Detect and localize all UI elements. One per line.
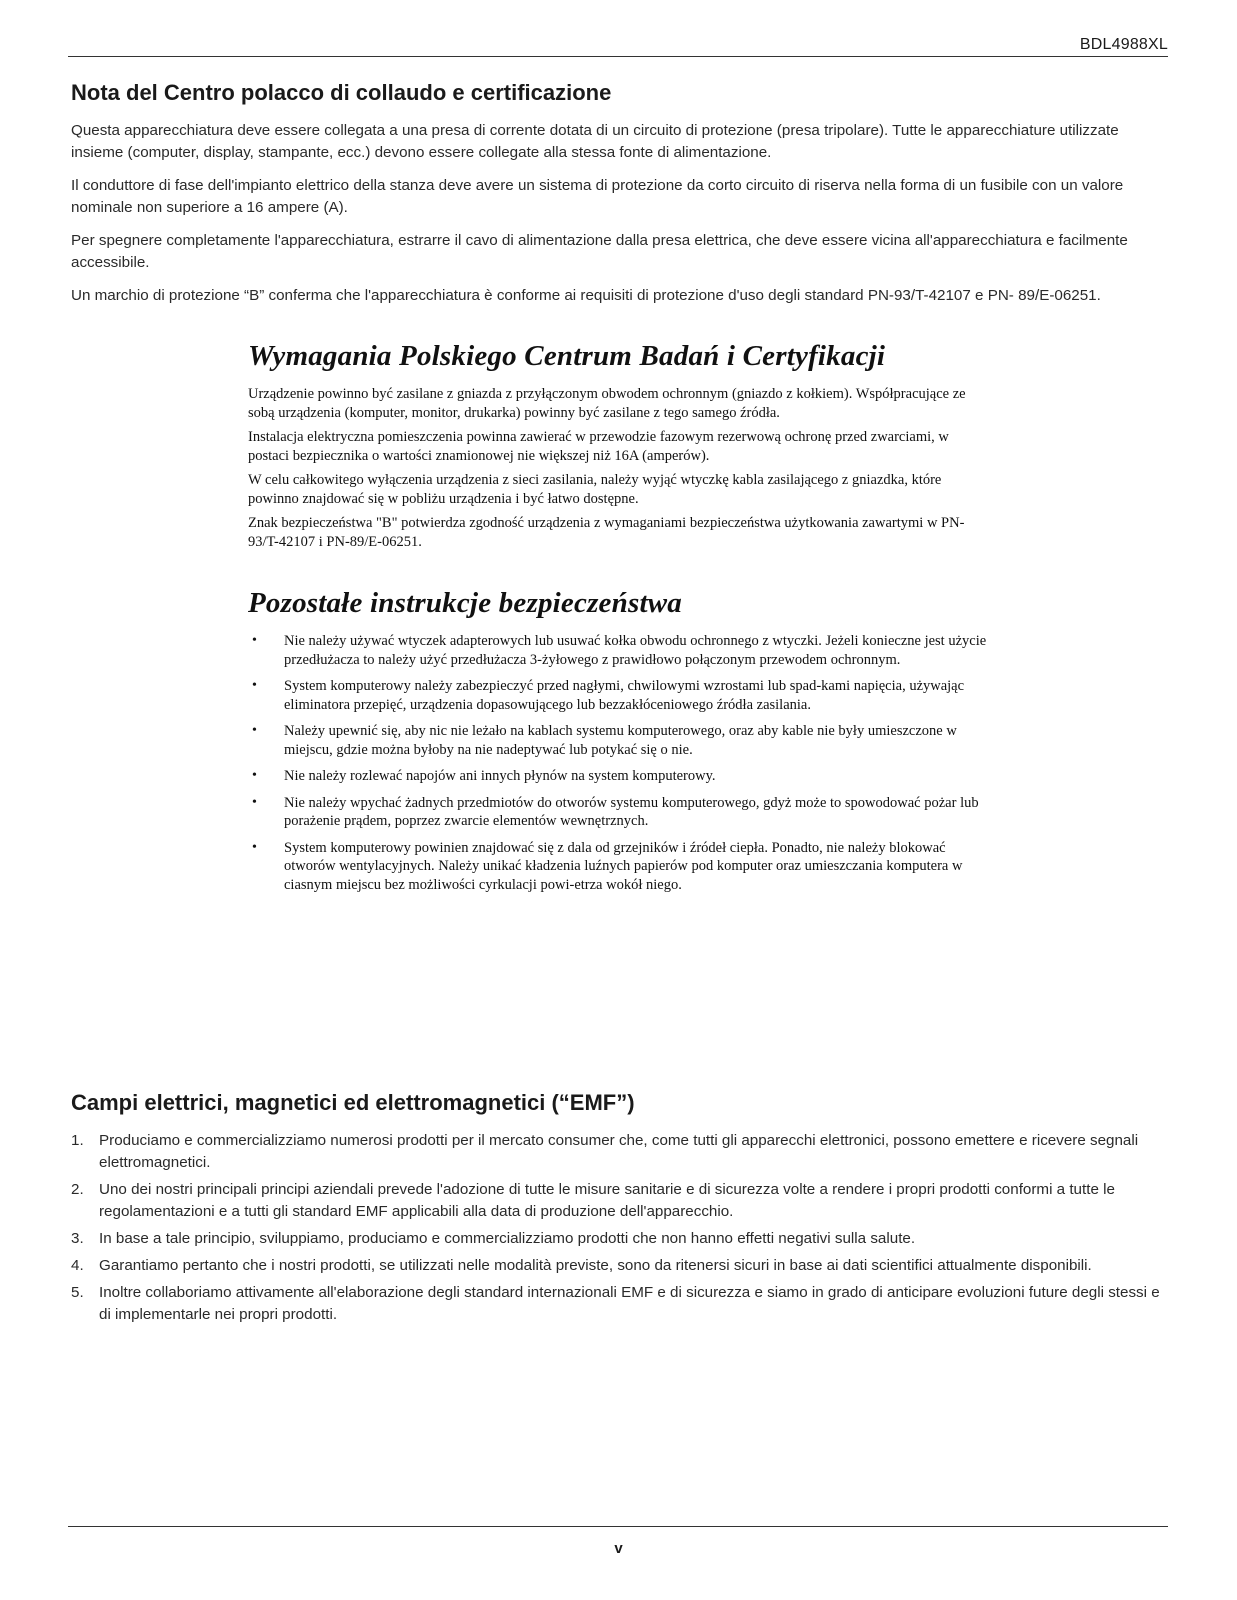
- polish-paragraph: W celu całkowitego wyłączenia urządzenia z sieci zasilania, należy wyjąć wtyczkę kabla zasilającego z gniazdka, które powinno znajdować się w pobliżu urządzenia i być łatwo dostępne.: [248, 472, 942, 507]
- paragraph: Un marchio di protezione “B” conferma che l'apparecchiatura è conforme ai requisiti di protezione d'uso degli standard PN-93/T-42107 e PN- 89/E-06251.: [71, 287, 1101, 304]
- paragraph: Per spegnere completamente l'apparecchiatura, estrarre il cavo di alimentazione dalla presa elettrica, che deve essere vicina all'apparecchiatura e facilmente accessibile.: [71, 232, 1128, 271]
- list-item: [71, 1282, 1171, 1326]
- list-item: [71, 1130, 1171, 1174]
- list-item: [248, 722, 988, 759]
- list-item-text: Należy upewnić się, aby nic nie leżało na kablach systemu komputerowego, oraz aby kable nie były umieszczone w miejscu, gdzie można byłoby na nie nadeptywać lub potykać się o nie.: [284, 723, 957, 758]
- list-item-text: In base a tale principio, sviluppiamo, produciamo e commercializziamo prodotti che non hanno effetti negativi sulla salute.: [99, 1230, 916, 1247]
- section-title: Campi elettrici, magnetici ed elettromagnetici (“EMF”): [71, 1090, 635, 1115]
- bullet-icon: •: [252, 723, 257, 738]
- list-number: 5.: [71, 1284, 84, 1301]
- list-item: [248, 767, 988, 786]
- paragraph: Il conduttore di fase dell'impianto elettrico della stanza deve avere un sistema di protezione da corto circuito di riserva nella forma di un fusibile con un valore nominale non superiore a 16 ampere (A).: [71, 177, 1124, 216]
- safety-bullet-list: [248, 632, 988, 894]
- polish-title: Wymagania Polskiego Centrum Badań i Certyfikacji: [248, 340, 886, 372]
- emf-list: [71, 1130, 1171, 1326]
- list-number: 4.: [71, 1257, 84, 1274]
- bullet-icon: •: [252, 633, 257, 648]
- bullet-icon: •: [252, 839, 257, 855]
- header-rule: [68, 56, 1168, 57]
- polish-subtitle: Pozostałe instrukcje bezpieczeństwa: [248, 587, 682, 619]
- polish-certification-section: [71, 80, 1171, 318]
- polish-paragraph: Urządzenie powinno być zasilane z gniazda z przyłączonym obwodem ochronnym (gniazdo z kołkiem). Współpracujące ze sobą urządzenia (komputer, monitor, drukarka) powinny być zasilane z tego samego źródła.: [248, 386, 966, 421]
- polish-paragraph: Instalacja elektryczna pomieszczenia powinna zawierać w przewodzie fazowym rezerwową ochronę przed zwarciami, w postaci bezpiecznika o wartości znamionowej nie większej niż 16A (amperów).: [248, 429, 949, 464]
- list-item: [248, 677, 988, 714]
- page-number: v: [614, 1540, 623, 1557]
- polish-paragraph: Znak bezpieczeństwa "B" potwierdza zgodność urządzenia z wymaganiami bezpieczeństwa użytkowania zawartymi w PN-93/T-42107 i PN-89/E-06251.: [248, 515, 965, 550]
- page-header: [68, 36, 1168, 56]
- list-item: [248, 632, 988, 669]
- list-item-text: Nie należy używać wtyczek adapterowych lub usuwać kołka obwodu ochronnego z wtyczki. Jeżeli konieczne jest użycie przedłużacza to należy użyć przedłużacza 3-żyłowego z prawidłowo połączonym przewodem ochronnym.: [284, 633, 987, 668]
- list-item-text: System komputerowy należy zabezpieczyć przed nagłymi, chwilowymi wzrostami lub spad-kami napięcia, używając eliminatora przepięć, urządzenia dopasowującego lub bezzakłóceniowego źródła zasilania.: [284, 678, 965, 713]
- bullet-icon: •: [252, 768, 257, 783]
- footer-rule: [68, 1526, 1168, 1527]
- list-item-text: Produciamo e commercializziamo numerosi prodotti per il mercato consumer che, come tutti gli apparecchi elettronici, possono emettere e ricevere segnali elettromagnetici.: [99, 1132, 1139, 1171]
- list-item: [248, 794, 988, 831]
- list-item: [71, 1228, 1171, 1250]
- section-title: Nota del Centro polacco di collaudo e certificazione: [71, 80, 612, 105]
- list-item: [248, 839, 988, 895]
- list-item-text: Nie należy rozlewać napojów ani innych płynów na system komputerowy.: [284, 768, 716, 784]
- list-item-text: Garantiamo pertanto che i nostri prodotti, se utilizzati nelle modalità previste, sono da ritenersi sicuri in base ai dati scientifici attualmente disponibili.: [99, 1257, 1092, 1274]
- list-item-text: Uno dei nostri principali principi aziendali prevede l'adozione di tutte le misure sanitarie e di sicurezza volte a rendere i propri prodotti conformi a tutte le regolamentazioni e a tutti gli standard EMF applicabili alla data di produzione dell'apparecchio.: [99, 1181, 1115, 1220]
- list-item-text: Inoltre collaboriamo attivamente all'elaborazione degli standard internazionali EMF e di sicurezza e siamo in grado di anticipare evoluzioni future degli stessi e di implementarle nei propri prodotti.: [99, 1284, 1160, 1323]
- bullet-icon: •: [252, 794, 257, 810]
- polish-requirements-scan: [248, 340, 988, 902]
- list-number: 3.: [71, 1230, 84, 1247]
- model-number: BDL4988XL: [1079, 36, 1168, 53]
- list-number: 1.: [71, 1132, 84, 1149]
- list-item: [71, 1255, 1171, 1277]
- bullet-icon: •: [252, 678, 257, 693]
- emf-section: [71, 1090, 1171, 1331]
- paragraph: Questa apparecchiatura deve essere collegata a una presa di corrente dotata di un circuito di protezione (presa tripolare). Tutte le apparecchiature utilizzate insieme (computer, display, stampante, ecc.) devono essere collegate alla stessa fonte di alimentazione.: [71, 122, 1119, 161]
- list-item-text: Nie należy wpychać żadnych przedmiotów do otworów systemu komputerowego, gdyż może to spowodować pożar lub porażenie prądem, poprzez zwarcie elementów wewnętrznych.: [284, 794, 979, 829]
- list-item: [71, 1179, 1171, 1223]
- list-item-text: System komputerowy powinien znajdować się z dala od grzejników i źródeł ciepła. Ponadto, nie należy blokować otworów wentylacyjnych. Należy unikać kładzenia luźnych papierów pod komputer oraz umieszczania komputera w ciasnym miejscu bez możliwości cyrkulacji powi-etrza wokół niego.: [284, 839, 963, 893]
- list-number: 2.: [71, 1181, 84, 1198]
